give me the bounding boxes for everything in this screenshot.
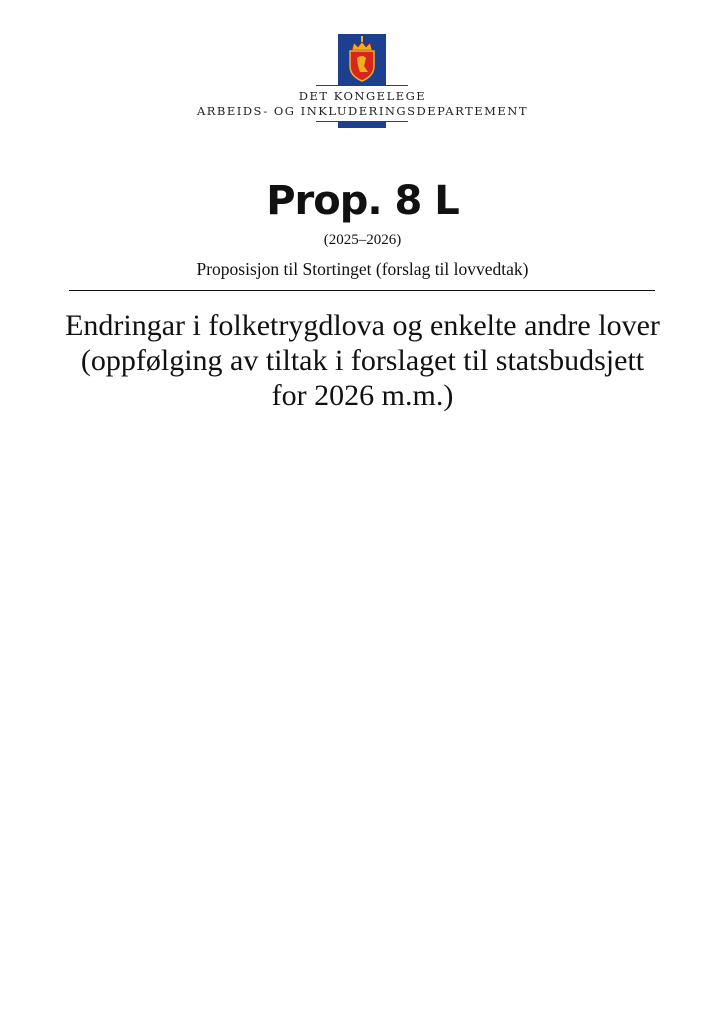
session-years: (2025–2026) <box>323 232 402 248</box>
department-line-1: DET KONGELEGE <box>298 89 427 103</box>
logo-blue-foot <box>338 121 386 128</box>
coat-of-arms-icon <box>346 36 378 82</box>
logo-rule-top <box>316 85 408 86</box>
divider <box>69 290 655 291</box>
department-line-2: ARBEIDS- OG INKLUDERINGSDEPARTEMENT <box>196 104 529 118</box>
document-title: Prop. 8 L <box>266 178 459 224</box>
main-title: Endringar i folketrygdlova og enkelte andre lover (oppfølging av tiltak i forslaget til statsbudsjett for 2026 m.m.) <box>65 309 660 412</box>
document-subtitle: Proposisjon til Stortinget (forslag til lovvedtak) <box>196 259 529 279</box>
